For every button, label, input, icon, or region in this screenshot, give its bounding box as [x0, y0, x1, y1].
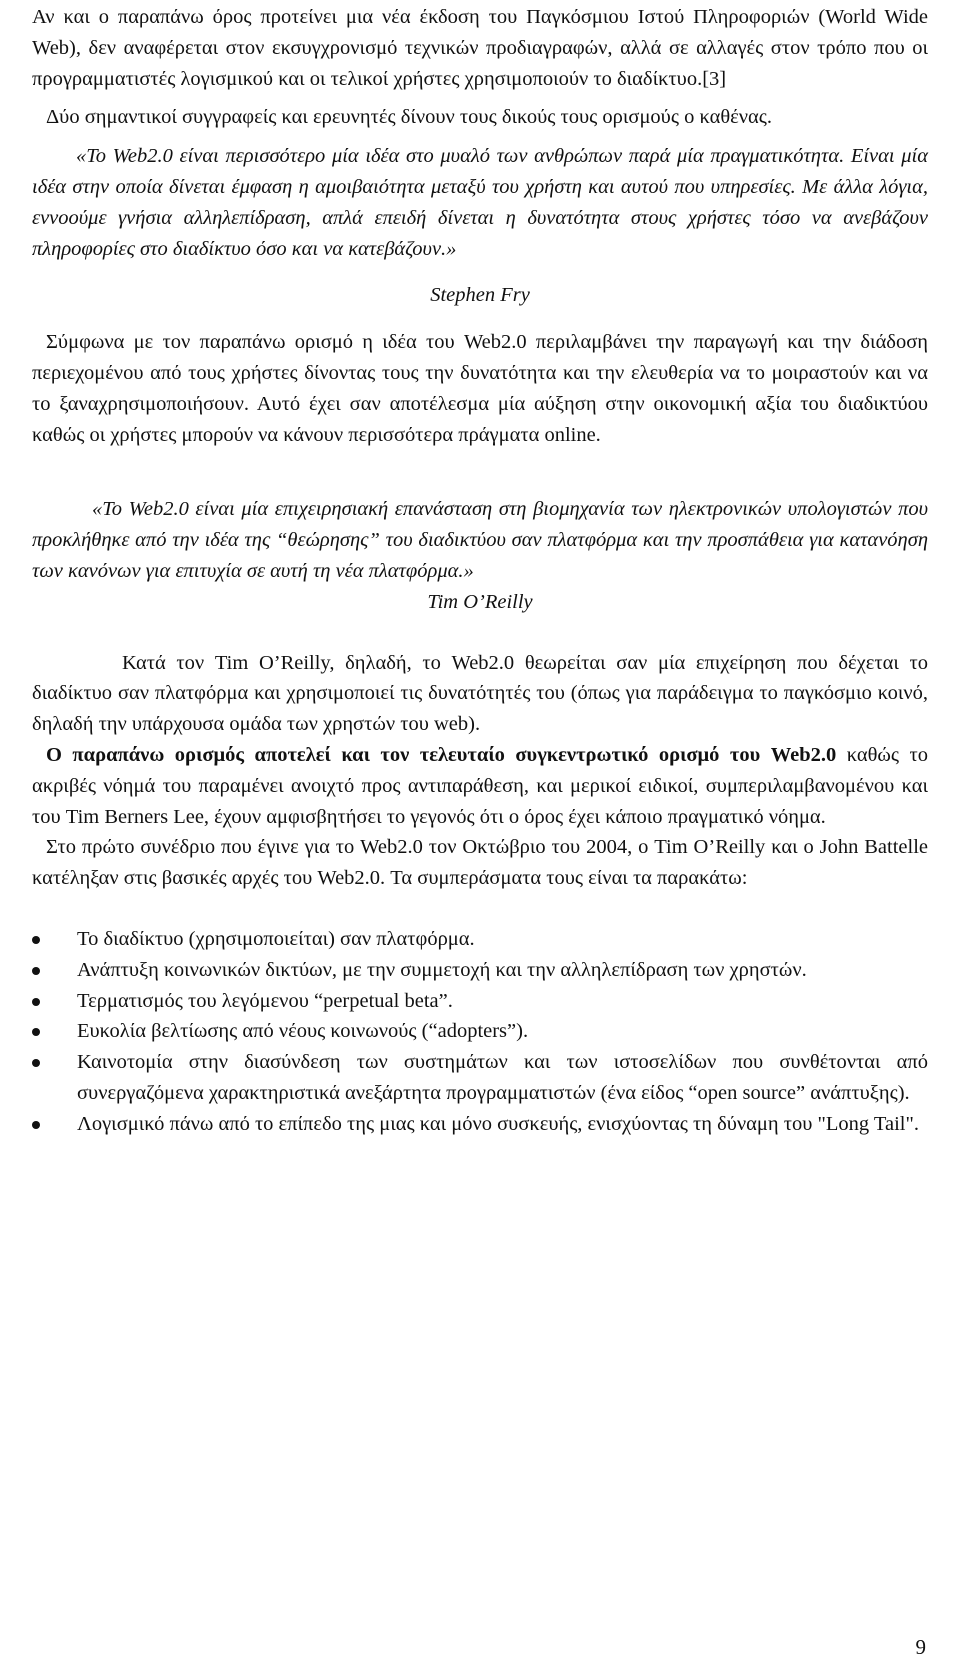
bold-statement: Ο παραπάνω ορισμός αποτελεί και τον τελευταίο συγκεντρωτικό ορισμό του Web2.0 — [46, 743, 837, 766]
principles-list — [32, 924, 928, 1140]
list-item-text: Τερματισμός του λεγόμενου “perpetual beta”. — [77, 989, 453, 1012]
paragraph-conference: Στο πρώτο συνέδριο που έγινε για το Web2.0 τον Οκτώβριο του 2004, ο Tim O’Reilly και ο John Battelle κατέληξαν στις βασικές αρχές του Web2.0. Τα συμπεράσματα τους είναι τα παρακάτω: — [32, 836, 928, 890]
bullet-icon — [32, 1059, 40, 1067]
bullet-icon — [32, 1028, 40, 1036]
paragraph-intro: Αν και ο παραπάνω όρος προτείνει μια νέα έκδοση του Παγκόσμιου Ιστού Πληροφοριών (World Wide Web), δεν αναφέρεται στον εκσυγχρονισμό τεχνικών προδιαγραφών, αλλά σε αλλαγές στον τρόπο που οι προγραμματιστές λογισμικού και οι τελικοί χρήστες χρησιμοποιούν το διαδίκτυο.[3] — [32, 6, 928, 90]
paragraph-final-definition — [32, 740, 928, 832]
bullet-icon — [32, 998, 40, 1006]
quote-stephen-fry: «Το Web2.0 είναι περισσότερο μία ιδέα στο μυαλό των ανθρώπων παρά μία πραγματικότητα. Είναι μία ιδέα στην οποία δίνεται έμφαση η αμοιβαιότητα μεταξύ του χρήστη και αυτού που υπηρεσίες. Με άλλα λόγια, εννοούμε γνήσια αλληλεπίδραση, απλά επειδή δίνεται η δυνατότητα στους χρήστες τόσο να ανεβάζουν πληροφορίες στο διαδίκτυο όσο και να κατεβάζουν.» — [32, 145, 928, 260]
list-item-text: Ευκολία βελτίωσης από νέους κοινωνούς (“adopters”). — [77, 1020, 529, 1043]
quote-author-stephen-fry: Stephen Fry — [430, 284, 530, 307]
list-item — [32, 986, 928, 1017]
paragraph-oreilly-explanation: Κατά τον Tim O’Reilly, δηλαδή, το Web2.0 θεωρείται σαν μία επιχείρηση που δέχεται το διαδίκτυο σαν πλατφόρμα και χρησιμοποιεί τις δυνατότητές του (όπως για παράδειγμα το παγκόσμιο κοινό, δηλαδή την υπάρχουσα ομάδα των χρηστών του web). — [32, 651, 928, 736]
page-number: 9 — [915, 1635, 926, 1659]
bullet-icon — [32, 936, 40, 944]
list-item-text: Το διαδίκτυο (χρησιμοποιείται) σαν πλατφόρμα. — [77, 927, 475, 950]
quote-tim-oreilly: «Το Web2.0 είναι μία επιχειρησιακή επανάσταση στη βιομηχανία των ηλεκτρονικών υπολογιστών που προκλήθηκε από την ιδέα της “θεώρησης” του διαδικτύου σαν πλατφόρμα και την προσπάθεια για κατανόηση των κανόνων για επιτυχία σε αυτή τη νέα πλατφόρμα.» — [32, 498, 928, 582]
quote-author-tim-oreilly: Tim O’Reilly — [427, 590, 533, 613]
list-item — [32, 1047, 928, 1109]
paragraph-definitions-intro: Δύο σημαντικοί συγγραφείς και ερευνητές δίνουν τους δικούς τους ορισμούς ο καθένας. — [46, 106, 773, 129]
document-page — [32, 0, 928, 1140]
list-item-text: Ανάπτυξη κοινωνικών δικτύων, με την συμμετοχή και την αλληλεπίδραση των χρηστών. — [77, 958, 807, 981]
paragraph-final-definition-rest: καθώς το ακριβές νόημά του παραμένει ανοιχτό προς αντιπαράθεση, και μερικοί ειδικοί, συμπεριλαμβανομένου και του Tim Berners Lee, έχουν αμφισβητήσει το γεγονός ότι ο όρος έχει κάποιο πραγματικό νόημα. — [32, 743, 929, 828]
list-item — [32, 955, 928, 986]
list-item — [32, 1109, 928, 1140]
list-item — [32, 924, 928, 955]
list-item-text: Καινοτομία στην διασύνδεση των συστημάτων και των ιστοσελίδων που συνθέτονται από συνεργαζόμενα χαρακτηριστικά ανεξάρτητα προγραμματιστών (ένα είδος “open source” ανάπτυξης). — [77, 1051, 928, 1104]
bullet-icon — [32, 967, 40, 975]
paragraph-web2-analysis: Σύμφωνα με τον παραπάνω ορισμό η ιδέα του Web2.0 περιλαμβάνει την παραγωγή και την διάδοση περιεχομένου από τους χρήστες δίνοντας τους την δυνατότητα και την ελευθερία να το μοιραστούν και να το ξαναχρησιμοποιήσουν. Αυτό έχει σαν αποτέλεσμα μία αύξηση στην οικονομική αξία του διαδικτύου καθώς οι χρήστες μπορούν να κάνουν περισσότερα πράγματα online. — [32, 331, 928, 446]
bullet-icon — [32, 1121, 40, 1129]
list-item-text: Λογισμικό πάνω από το επίπεδο της μιας και μόνο συσκευής, ενισχύοντας τη δύναμη του "Long Tail". — [77, 1112, 919, 1135]
list-item — [32, 1016, 928, 1047]
